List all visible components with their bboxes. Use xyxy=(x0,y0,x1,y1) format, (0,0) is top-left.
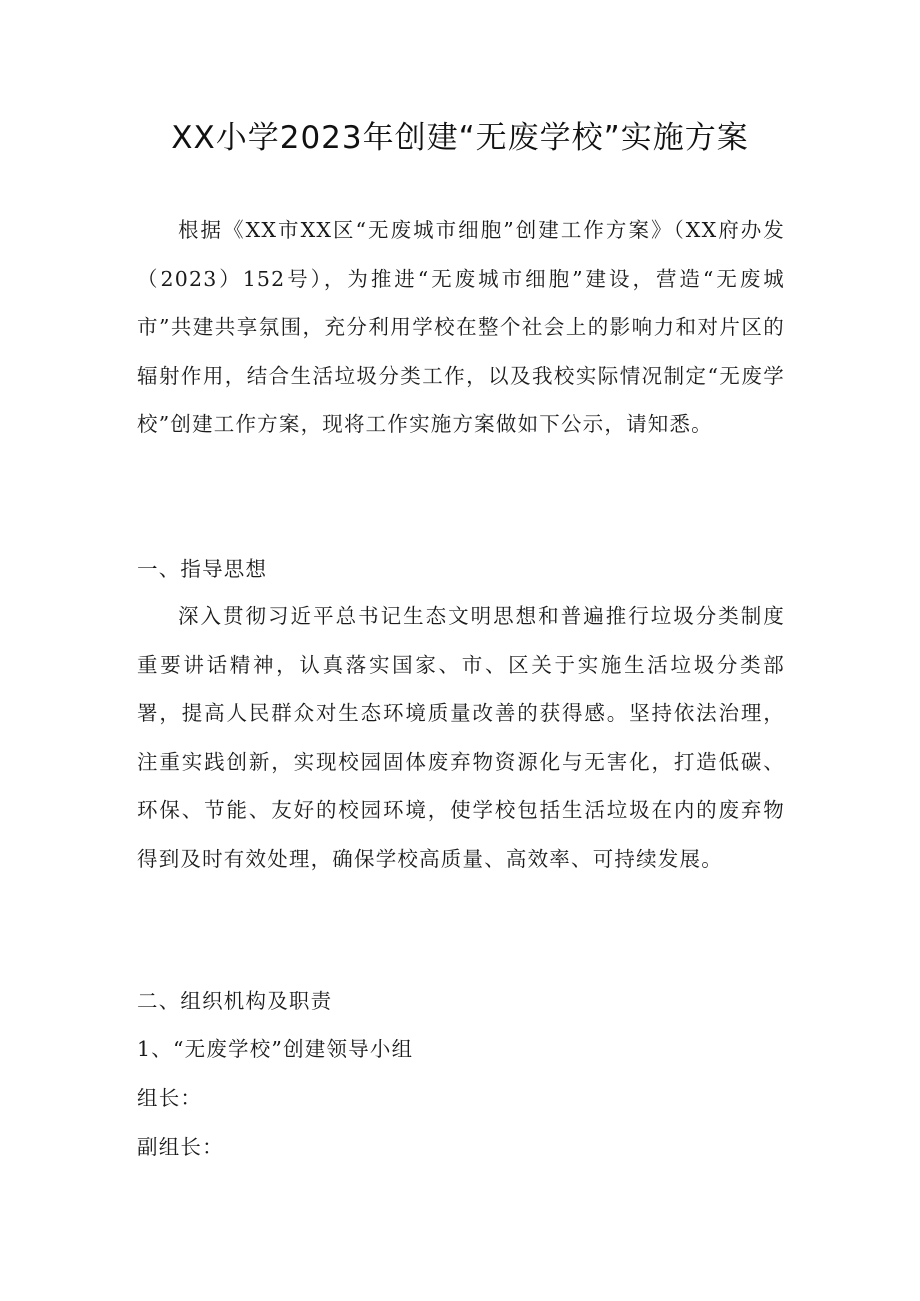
subheading-leading-group: 1、“无废学校”创建领导小组 xyxy=(137,1037,414,1061)
deputy-leader-label: 副组长： xyxy=(137,1135,224,1159)
section-heading-guiding-ideology: 一、指导思想 xyxy=(137,557,268,581)
section-heading-organization: 二、组织机构及职责 xyxy=(137,989,333,1013)
intro-paragraph: 根据《XX市XX区“无废城市细胞”创建工作方案》（XX府办发（2023）152号），为推进“无废城市细胞”建设，营造“无废城市”共建共享氛围，充分利用学校在整个社会上的影响力和对片区的辐射作用，结合生活垃圾分类工作，以及我校实际情况制定“无废学校”创建工作方案，现将工作实施方案做如下公示，请知悉。 xyxy=(137,218,785,436)
document-title: XX小学2023年创建“无废学校”实施方案 xyxy=(171,120,749,156)
group-leader-label: 组长： xyxy=(137,1086,203,1110)
section-body-guiding-ideology: 深入贯彻习近平总书记生态文明思想和普遍推行垃圾分类制度重要讲话精神，认真落实国家、市、区关于实施生活垃圾分类部署，提高人民群众对生态环境质量改善的获得感。坚持依法治理，注重实践创新，实现校园固体废弃物资源化与无害化，打造低碳、环保、节能、友好的校园环境，使学校包括生活垃圾在内的废弃物得到及时有效处理，确保学校高质量、高效率、可持续发展。 xyxy=(137,604,785,871)
